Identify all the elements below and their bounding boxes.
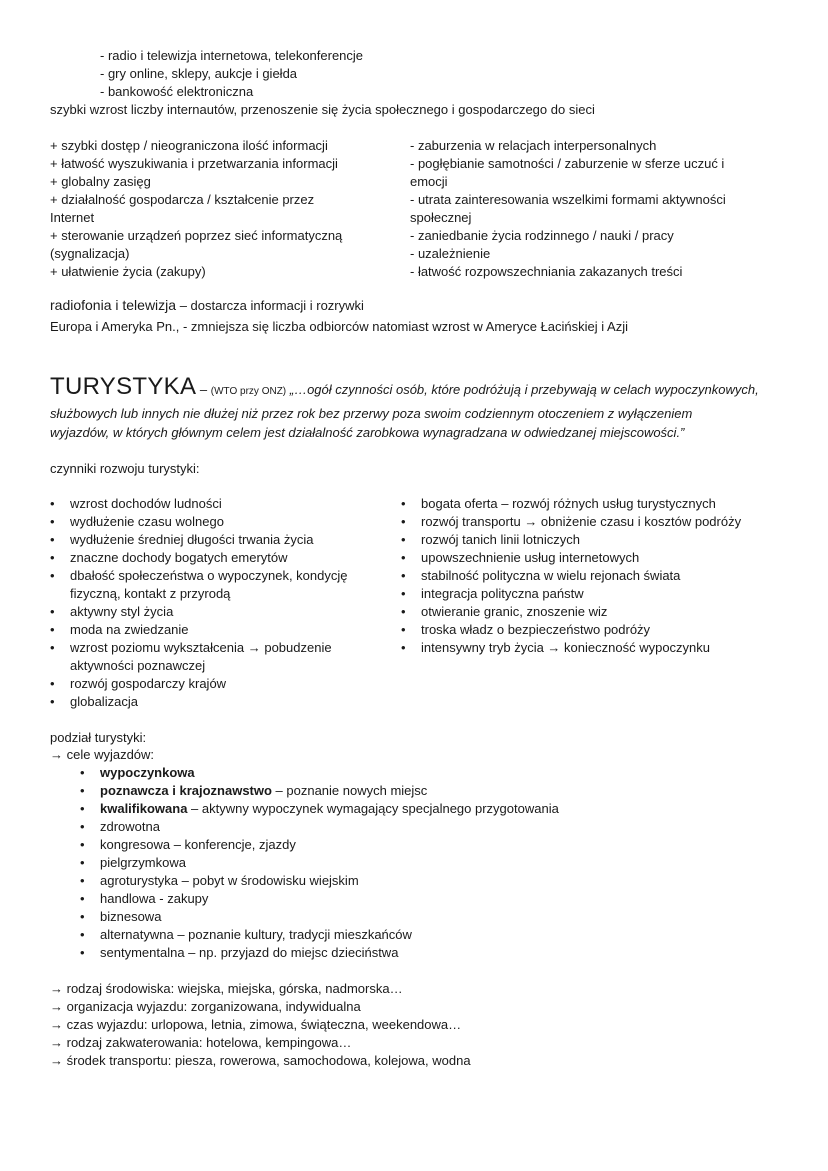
bullet-icon: •	[80, 891, 85, 906]
tourism-dash: –	[196, 382, 211, 397]
factor-item	[401, 585, 741, 603]
goal-name: kwalifikowana	[100, 801, 188, 816]
bullet-icon: •	[80, 855, 85, 870]
bullet-icon: •	[50, 532, 55, 547]
bullet-icon: •	[80, 873, 85, 888]
factor-item	[401, 639, 741, 657]
division-line: → rodzaj zakwaterowania: hotelowa, kempingowa…	[50, 1035, 352, 1050]
radio-regions: Europa i Ameryka Pn., - zmniejsza się liczba odbiorców natomiast wzrost w Ameryce Łacińskiej i Azji	[50, 319, 628, 334]
bullet-icon: •	[80, 945, 85, 960]
bullet-icon: •	[50, 496, 55, 511]
factor-item	[401, 621, 741, 639]
con-line: - uzależnienie	[410, 246, 491, 261]
factors-heading: czynniki rozwoju turystyki:	[50, 461, 200, 476]
goal-item	[80, 890, 559, 908]
goal-description: handlowa - zakupy	[100, 891, 209, 906]
goal-item	[80, 872, 559, 890]
goal-item	[80, 944, 559, 962]
radio-term: radiofonia i telewizja	[50, 297, 177, 313]
factor-text: rozwój gospodarczy krajów	[70, 676, 227, 691]
goal-description: zdrowotna	[100, 819, 160, 834]
pro-line: + działalność gospodarcza / kształcenie przez	[50, 192, 315, 207]
factor-item	[50, 603, 347, 621]
con-line: - zaniedbanie życia rodzinnego / nauki / pracy	[410, 228, 674, 243]
pro-line: + ułatwienie życia (zakupy)	[50, 264, 206, 279]
goal-item	[80, 854, 559, 872]
goal-description: kongresowa – konferencje, zjazdy	[100, 837, 296, 852]
bullet-icon: •	[80, 801, 85, 816]
tourism-definition-line3: wyjazdów, w których głównym celem jest działalność zarobkowa wynagradzana w odwiedzanej miejscowości.”	[50, 425, 685, 440]
radio-line	[50, 296, 364, 315]
bullet-icon: •	[80, 837, 85, 852]
factor-item	[50, 513, 347, 531]
pro-line: (sygnalizacja)	[50, 246, 130, 261]
factor-item	[70, 585, 347, 603]
top-list-item: - radio i telewizja internetowa, telekonferencje	[100, 48, 364, 63]
factor-item	[50, 675, 347, 693]
factor-item	[401, 513, 742, 531]
goal-description: biznesowa	[100, 909, 162, 924]
con-line: - pogłębianie samotności / zaburzenie w sferze uczuć i	[410, 156, 725, 171]
goal-item	[80, 908, 559, 926]
bullet-icon: •	[80, 765, 85, 780]
con-line: - zaburzenia w relacjach interpersonalnych	[410, 138, 657, 153]
factor-item	[401, 549, 741, 567]
factor-text: wydłużenie średniej długości trwania życia	[70, 532, 314, 547]
factor-item	[401, 495, 741, 513]
factor-text: rozwój transportu → obniżenie czasu i kosztów podróży	[421, 514, 742, 529]
internet-growth-text: szybki wzrost liczby internautów, przenoszenie się życia społecznego i gospodarczego do sieci	[50, 102, 595, 117]
bullet-icon: •	[50, 550, 55, 565]
tourism-title: TURYSTYKA	[50, 373, 197, 400]
bullet-icon: •	[401, 586, 406, 601]
con-line: - utrata zainteresowania wszelkimi formami aktywności	[410, 192, 726, 207]
goal-description: – aktywny wypoczynek wymagający specjalnego przygotowania	[187, 801, 559, 816]
division-line: → czas wyjazdu: urlopowa, letnia, zimowa, świąteczna, weekendowa…	[50, 1017, 462, 1032]
factor-text: intensywny tryb życia → konieczność wypoczynku	[421, 640, 711, 655]
factor-text: dbałość społeczeństwa o wypoczynek, kondycję	[70, 568, 348, 583]
goal-description: sentymentalna – np. przyjazd do miejsc dzieciństwa	[100, 945, 399, 960]
factor-text: wzrost poziomu wykształcenia → pobudzenie	[70, 640, 332, 655]
bullet-icon: •	[50, 568, 55, 583]
pro-line: Internet	[50, 210, 95, 225]
goal-item	[80, 800, 559, 818]
factor-text: integracja polityczna państw	[421, 586, 584, 601]
division-line: → rodzaj środowiska: wiejska, miejska, górska, nadmorska…	[50, 981, 403, 996]
goal-description: pielgrzymkowa	[100, 855, 186, 870]
factor-item	[50, 693, 347, 711]
factor-text: otwieranie granic, znoszenie wiz	[421, 604, 608, 619]
radio-definition: – dostarcza informacji i rozrywki	[176, 298, 364, 313]
top-list-item: - bankowość elektroniczna	[100, 84, 254, 99]
bullet-icon: •	[401, 496, 406, 511]
pro-line: + szybki dostęp / nieograniczona ilość informacji	[50, 138, 328, 153]
division-line: → środek transportu: piesza, rowerowa, samochodowa, kolejowa, wodna	[50, 1053, 471, 1068]
goal-description: alternatywna – poznanie kultury, tradycji mieszkańców	[100, 927, 412, 942]
factors-left-list	[50, 495, 348, 711]
goal-description: agroturystyka – pobyt w środowisku wiejskim	[100, 873, 359, 888]
factor-text: fizyczną, kontakt z przyrodą	[70, 586, 231, 601]
bullet-icon: •	[401, 640, 406, 655]
factor-text: upowszechnienie usług internetowych	[421, 550, 640, 565]
factor-text: wzrost dochodów ludności	[70, 496, 222, 511]
bullet-icon: •	[50, 604, 55, 619]
factor-item	[50, 567, 348, 585]
bullet-icon: •	[401, 568, 406, 583]
bullet-icon: •	[50, 640, 55, 655]
goal-item	[80, 836, 559, 854]
factor-text: troska władz o bezpieczeństwo podróży	[421, 622, 651, 637]
division-line: → organizacja wyjazdu: zorganizowana, indywidualna	[50, 999, 361, 1014]
factor-text: wydłużenie czasu wolnego	[70, 514, 224, 529]
goals-heading: → cele wyjazdów:	[50, 747, 155, 762]
factor-item	[50, 621, 347, 639]
bullet-icon: •	[50, 676, 55, 691]
factor-text: rozwój tanich linii lotniczych	[421, 532, 580, 547]
factor-item	[50, 639, 347, 657]
factor-item	[401, 567, 741, 585]
goal-description: – poznanie nowych miejsc	[271, 783, 428, 798]
bullet-icon: •	[401, 532, 406, 547]
bullet-icon: •	[50, 622, 55, 637]
bullet-icon: •	[80, 783, 85, 798]
con-line: emocji	[410, 174, 448, 189]
bullet-icon: •	[401, 550, 406, 565]
factors-right-list	[401, 495, 742, 657]
goal-item	[80, 764, 559, 782]
bullet-icon: •	[401, 514, 406, 529]
bullet-icon: •	[50, 694, 55, 709]
bullet-icon: •	[80, 909, 85, 924]
tourism-source: (WTO przy ONZ)	[210, 386, 287, 397]
pro-line: + sterowanie urządzeń poprzez sieć informatyczną	[50, 228, 343, 243]
pro-line: + łatwość wyszukiwania i przetwarzania informacji	[50, 156, 338, 171]
factor-text: bogata oferta – rozwój różnych usług turystycznych	[421, 496, 716, 511]
tourism-definition: „…ogół czynności osób, które podróżują i przebywają w celach wypoczynkowych,	[286, 382, 759, 397]
goal-item	[80, 782, 559, 800]
top-list-item: - gry online, sklepy, aukcje i giełda	[100, 66, 298, 81]
bullet-icon: •	[401, 622, 406, 637]
con-line: - łatwość rozpowszechniania zakazanych treści	[410, 264, 683, 279]
factor-text: aktywny styl życia	[70, 604, 174, 619]
goal-item	[80, 818, 559, 836]
factor-text: aktywności poznawczej	[70, 658, 206, 673]
factor-text: globalizacja	[70, 694, 138, 709]
bullet-icon: •	[401, 604, 406, 619]
bullet-icon: •	[80, 819, 85, 834]
goal-name: wypoczynkowa	[100, 765, 195, 780]
factor-item	[401, 531, 741, 549]
goals-list	[80, 764, 559, 962]
bullet-icon: •	[80, 927, 85, 942]
division-heading: podział turystyki:	[50, 730, 147, 745]
goal-item	[80, 926, 559, 944]
con-line: społecznej	[410, 210, 472, 225]
factor-item	[50, 531, 347, 549]
tourism-title-line	[50, 373, 759, 401]
factor-item	[50, 549, 347, 567]
goal-name: poznawcza i krajoznawstwo	[100, 783, 272, 798]
factor-item	[401, 603, 741, 621]
factor-text: moda na zwiedzanie	[70, 622, 189, 637]
tourism-definition-line2: służbowych lub innych nie dłużej niż przez rok bez przerwy poza swoim codziennym otoczeniem z wyłączeniem	[50, 406, 693, 421]
pro-line: + globalny zasięg	[50, 174, 151, 189]
factor-item	[70, 657, 347, 675]
bullet-icon: •	[50, 514, 55, 529]
factor-text: znaczne dochody bogatych emerytów	[70, 550, 288, 565]
factor-item	[50, 495, 347, 513]
factor-text: stabilność polityczna w wielu rejonach świata	[421, 568, 681, 583]
